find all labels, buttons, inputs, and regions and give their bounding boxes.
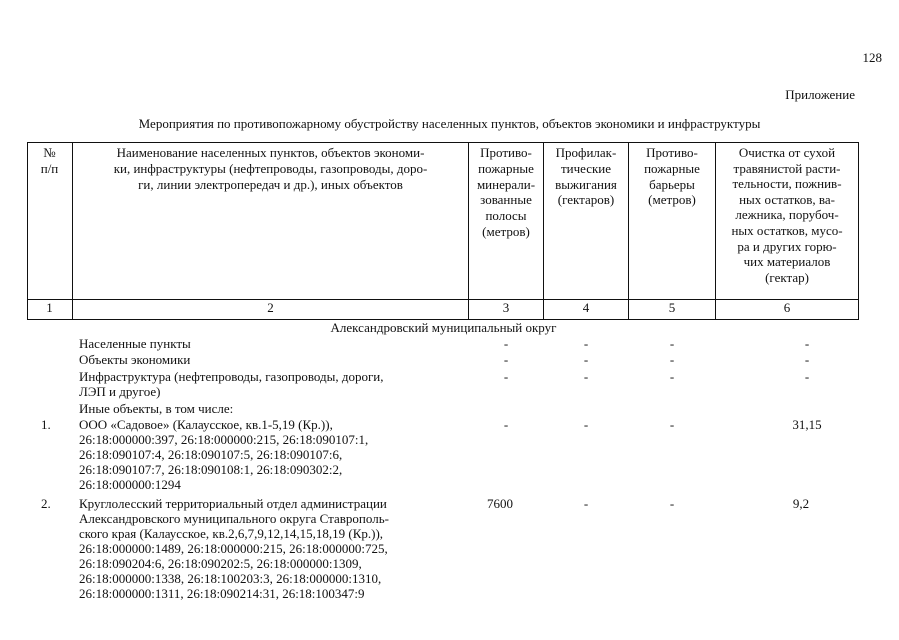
header-text: Противо- xyxy=(646,145,698,160)
cell-value: - xyxy=(583,336,589,351)
header-text: № xyxy=(43,145,56,160)
cell-value: - xyxy=(503,417,509,432)
category-name: Иные объекты, в том числе: xyxy=(79,401,234,416)
header-text: (гектаров) xyxy=(557,192,615,208)
row-name-line: 26:18:000000:1294 xyxy=(79,477,181,492)
header-text: ра и других горю- xyxy=(737,238,837,254)
header-text: Профилак- xyxy=(555,145,617,160)
row-name-line: 26:18:000000:397, 26:18:000000:215, 26:18:090107:1, xyxy=(79,432,369,447)
row-name-line: 26:18:090107:7, 26:18:090108:1, 26:18:090302:2, xyxy=(79,462,343,477)
header-text: травянистой расти- xyxy=(733,160,841,176)
cell-value: 31,15 xyxy=(792,417,822,432)
table-top-border xyxy=(27,142,859,143)
cell-value: - xyxy=(583,496,589,511)
table-header xyxy=(27,142,859,320)
row-name xyxy=(79,417,449,492)
header-col-barriers xyxy=(629,145,715,208)
row-name-line: Круглолесский территориальный отдел администрации xyxy=(79,496,387,511)
header-text: ных остатков, мусо- xyxy=(731,222,843,238)
category-name-line: Инфраструктура (нефтепроводы, газопроводы, дороги, xyxy=(79,369,384,384)
region-title: Александровский муниципальный округ xyxy=(330,320,557,335)
cell-value: - xyxy=(804,369,810,384)
header-col-burning xyxy=(544,145,628,208)
cell-value: - xyxy=(669,496,675,511)
header-col-number xyxy=(27,145,72,177)
row-name-line: 26:18:090204:6, 26:18:090202:5, 26:18:000000:1309, xyxy=(79,556,362,571)
cell-value: - xyxy=(669,369,675,384)
header-col-mineralized-strips xyxy=(469,145,543,240)
cell-value: - xyxy=(669,352,675,367)
header-col-name xyxy=(73,145,468,192)
cell-value: - xyxy=(804,352,810,367)
header-text: ги, линии электропередач и др.), иных объектов xyxy=(138,176,403,192)
cell-value: - xyxy=(804,336,810,351)
document-title: Мероприятия по противопожарному обустройству населенных пунктов, объектов экономики и инфраструктуры xyxy=(138,116,761,131)
cell-value: - xyxy=(503,336,509,351)
header-text: ных остатков, ва- xyxy=(739,191,835,207)
header-text: ки, инфраструктуры (нефтепроводы, газопроводы, доро- xyxy=(113,160,428,176)
row-name xyxy=(79,496,449,601)
column-number: 6 xyxy=(783,300,791,315)
page-number: 128 xyxy=(862,50,882,65)
header-text: тельности, пожнив- xyxy=(732,176,842,192)
row-name-line: 26:18:000000:1489, 26:18:000000:215, 26:18:000000:725, xyxy=(79,541,388,556)
header-text: выжигания xyxy=(555,176,617,192)
category-name xyxy=(79,369,449,399)
column-number: 5 xyxy=(668,300,676,315)
header-text: минерали- xyxy=(476,176,536,192)
appendix-label: Приложение xyxy=(785,87,855,102)
row-name-line: ООО «Садовое» (Калаусское, кв.1-5,19 (Кр.)), xyxy=(79,417,333,432)
row-number: 2. xyxy=(41,496,51,511)
category-name: Объекты экономики xyxy=(79,352,191,367)
row-name-line: 26:18:000000:1338, 26:18:100203:3, 26:18:000000:1310, xyxy=(79,571,382,586)
column-number: 2 xyxy=(267,300,274,315)
row-name-line: ского края (Калаусское, кв.2,6,7,9,12,14,15,18,19 (Кр.)), xyxy=(79,526,384,541)
header-text: полосы xyxy=(485,208,527,224)
cell-value: - xyxy=(583,417,589,432)
header-text: п/п xyxy=(40,160,59,176)
header-text: зованные xyxy=(480,192,532,208)
header-text: чих материалов xyxy=(743,254,831,270)
column-number: 4 xyxy=(582,300,590,315)
row-name-line: 26:18:000000:1311, 26:18:090214:31, 26:18:100347:9 xyxy=(79,586,365,601)
header-text: тические xyxy=(560,160,612,176)
cell-value: 9,2 xyxy=(792,496,810,511)
cell-value: - xyxy=(503,369,509,384)
category-name: Населенные пункты xyxy=(79,336,191,351)
cell-value: - xyxy=(583,352,589,367)
column-number: 1 xyxy=(46,300,53,315)
header-text: Очистка от сухой xyxy=(738,145,836,160)
cell-value: - xyxy=(503,352,509,367)
cell-value: 7600 xyxy=(487,496,513,511)
header-text: Наименование населенных пунктов, объектов экономи- xyxy=(116,145,425,160)
column-number: 3 xyxy=(502,300,510,315)
header-text: (метров) xyxy=(648,192,696,208)
header-text: (метров) xyxy=(482,223,530,239)
header-text: Противо- xyxy=(480,145,532,160)
header-text: пожарные xyxy=(478,160,534,176)
cell-value: - xyxy=(583,369,589,384)
col-border xyxy=(858,142,859,320)
category-name-line: ЛЭП и другое) xyxy=(79,384,161,399)
header-col-cleaning xyxy=(716,145,858,285)
header-text: лежника, порубоч- xyxy=(735,207,839,223)
cell-value: - xyxy=(669,336,675,351)
header-text: пожарные xyxy=(644,160,700,176)
header-text: (гектар) xyxy=(765,269,809,285)
cell-value: - xyxy=(669,417,675,432)
header-text: барьеры xyxy=(649,176,695,192)
row-name-line: 26:18:090107:4, 26:18:090107:5, 26:18:090107:6, xyxy=(79,447,343,462)
row-name-line: Александровского муниципального округа Ставрополь- xyxy=(79,511,389,526)
row-number: 1. xyxy=(41,417,51,432)
